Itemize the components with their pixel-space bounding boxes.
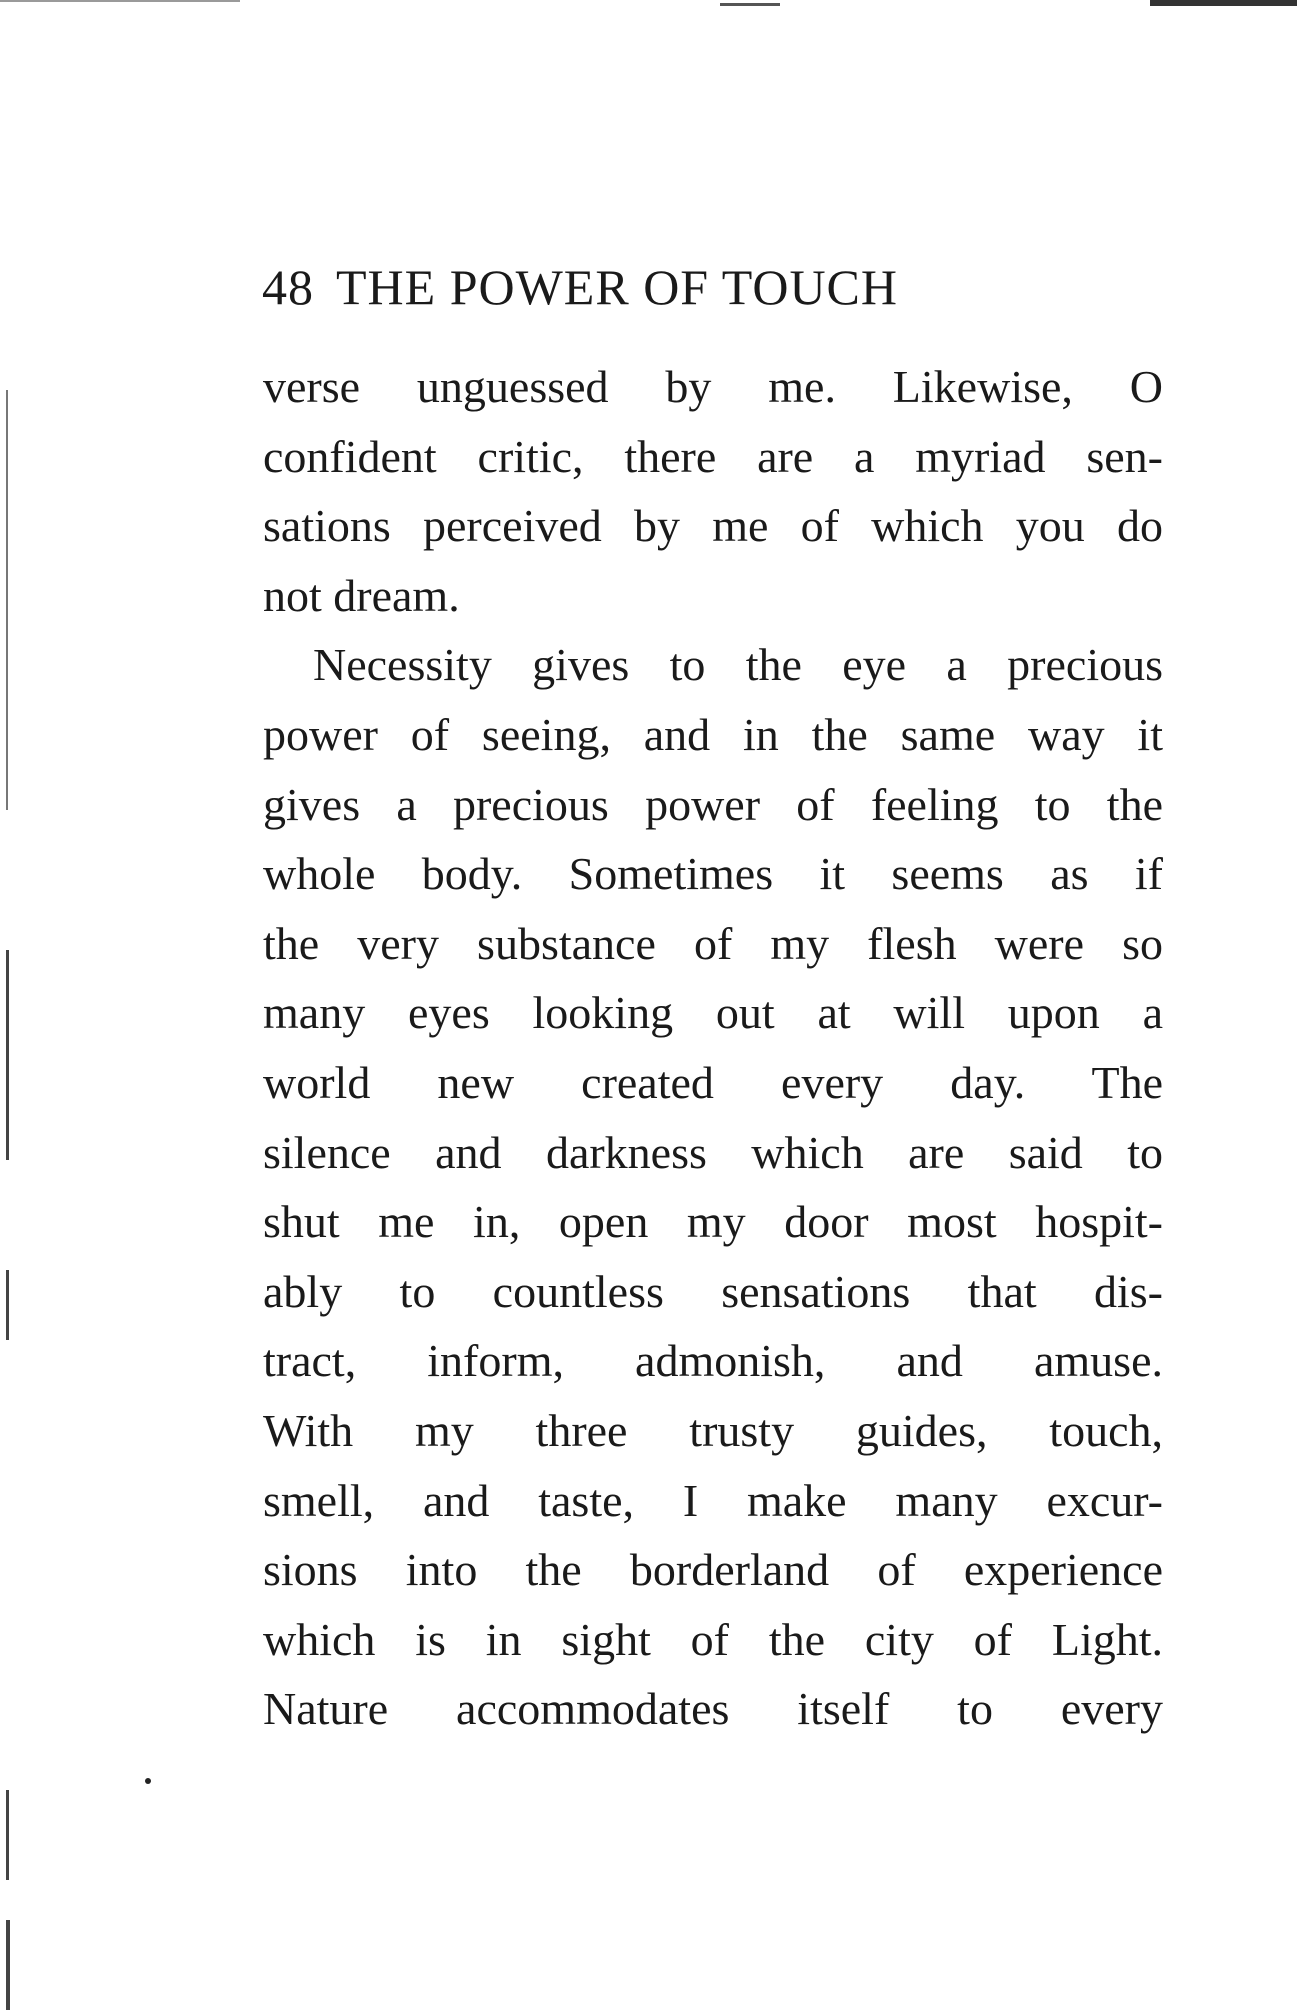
text-line: world new created every day. The bbox=[263, 1056, 1163, 1108]
text-line: With my three trusty guides, touch, bbox=[263, 1404, 1163, 1456]
scan-speck bbox=[145, 1778, 151, 1784]
scan-edge-mark bbox=[6, 390, 8, 810]
text-line: shut me in, open my door most hospit- bbox=[263, 1196, 1163, 1248]
text-line: Nature accommodates itself to every bbox=[263, 1683, 1163, 1735]
text-line: power of seeing, and in the same way it bbox=[263, 708, 1163, 760]
scan-edge-mark bbox=[1150, 0, 1297, 6]
text-line: not dream. bbox=[263, 569, 460, 621]
text-line: smell, and taste, I make many excur- bbox=[263, 1474, 1163, 1526]
text-line: sions into the borderland of experience bbox=[263, 1544, 1163, 1596]
scan-edge-mark bbox=[6, 950, 9, 1160]
text-line: ably to countless sensations that dis- bbox=[263, 1265, 1163, 1317]
running-header bbox=[262, 258, 1062, 328]
scan-edge-mark bbox=[6, 1270, 9, 1340]
text-line: many eyes looking out at will upon a bbox=[263, 987, 1163, 1039]
text-line: verse unguessed by me. Likewise, O bbox=[263, 361, 1163, 412]
text-line: gives a precious power of feeling to the bbox=[263, 778, 1163, 830]
paragraph bbox=[263, 352, 1163, 630]
text-line: silence and darkness which are said to bbox=[263, 1126, 1163, 1178]
body-text bbox=[263, 352, 1163, 1744]
scan-edge-mark bbox=[720, 3, 780, 6]
scan-edge-mark bbox=[6, 1920, 10, 2010]
running-title: THE POWER OF TOUCH bbox=[336, 259, 899, 315]
text-line: sations perceived by me of which you do bbox=[263, 500, 1163, 552]
text-line: whole body. Sometimes it seems as if bbox=[263, 848, 1163, 900]
paragraph bbox=[263, 630, 1163, 1744]
text-line: tract, inform, admonish, and amuse. bbox=[263, 1335, 1163, 1387]
text-line: Necessity gives to the eye a precious bbox=[313, 639, 1163, 691]
text-line: confident critic, there are a myriad sen- bbox=[263, 430, 1163, 482]
text-line: which is in sight of the city of Light. bbox=[263, 1613, 1163, 1665]
scan-edge-mark bbox=[0, 0, 240, 2]
text-line: the very substance of my flesh were so bbox=[263, 917, 1163, 969]
scan-edge-mark bbox=[6, 1790, 9, 1880]
page-number: 48 bbox=[262, 259, 314, 315]
